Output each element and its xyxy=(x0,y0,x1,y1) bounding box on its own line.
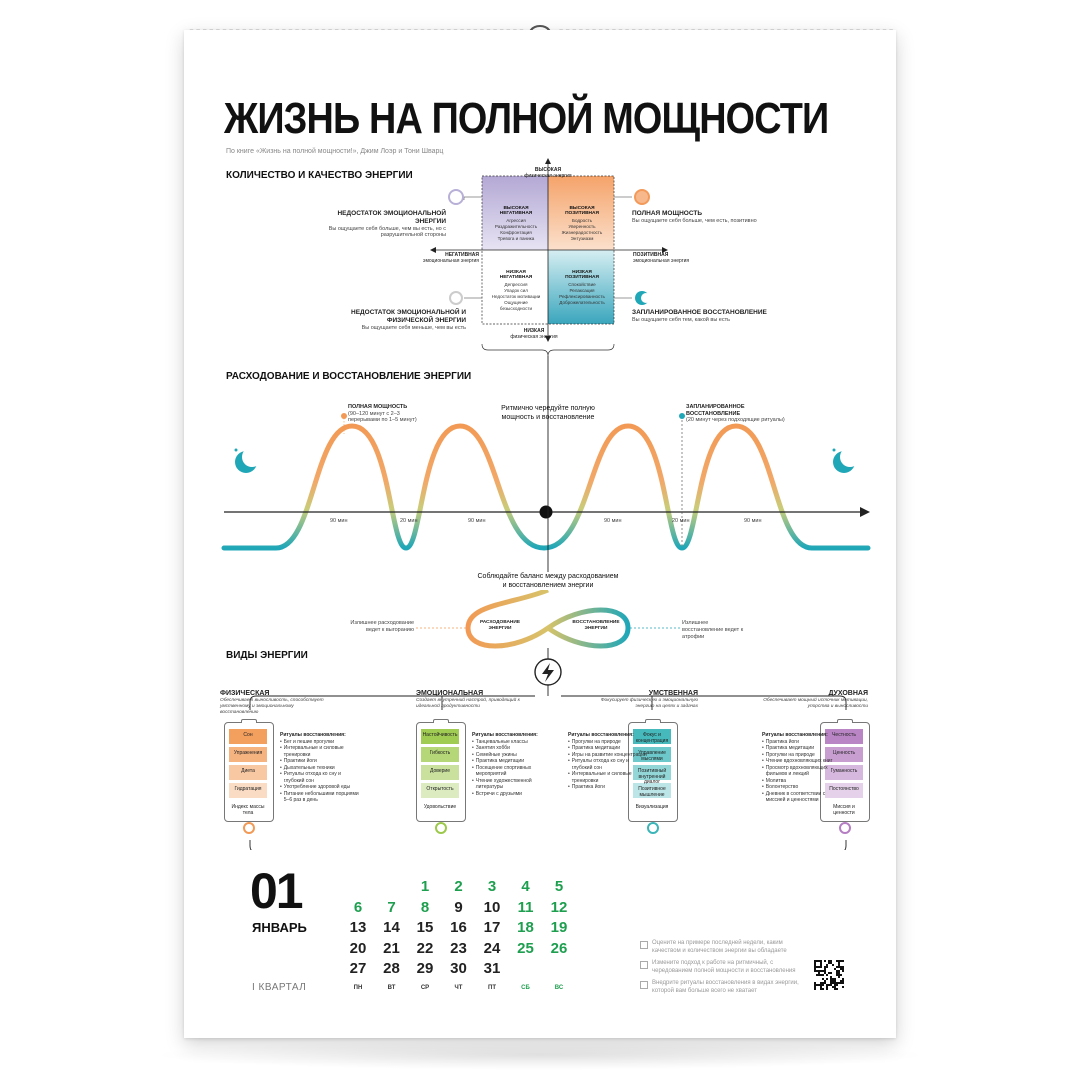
energy-type-1 xyxy=(416,690,524,710)
bullet-icon: • xyxy=(762,751,764,758)
task-item: Измените подход к работе на ритмичный, с чередованием полной мощности и восстановления xyxy=(640,960,810,975)
ritual-heading: Ритуалы восстановления: xyxy=(568,732,634,738)
interval-label: 90 мин xyxy=(330,518,348,524)
calendar-day[interactable]: 30 xyxy=(450,960,467,977)
calendar-day[interactable]: 8 xyxy=(420,898,430,916)
section-heading-spending-recovery: РАСХОДОВАНИЕ И ВОССТАНОВЛЕНИЕ ЭНЕРГИИ xyxy=(226,371,472,382)
bullet-icon: • xyxy=(762,745,764,751)
bullet-icon: • xyxy=(762,777,764,784)
bullet-icon: • xyxy=(472,751,474,758)
bullet-icon: • xyxy=(280,790,282,797)
ritual-item: • Бег и пешие прогулки xyxy=(280,738,335,745)
ritual-item: • Питание небольшими порциями 5–6 раз в день xyxy=(280,790,359,803)
energy-level-chip: Управление мыслями xyxy=(633,747,671,762)
calendar-day[interactable]: 16 xyxy=(450,919,467,936)
bullet-icon: • xyxy=(472,790,474,797)
task-list xyxy=(640,940,810,995)
energy-level-chip: Диета xyxy=(229,765,267,780)
quadrant-low-negative: НИЗКАЯ НЕГАТИВНАЯ Депрессия Упадок сил Недостаток мотивации Ощущение безысходности xyxy=(491,270,541,311)
ritual-heading: Ритуалы восстановления: xyxy=(280,732,346,738)
energy-type-0 xyxy=(220,690,328,716)
energy-level-chip: Позитивное мышление xyxy=(633,783,671,798)
energy-type-3 xyxy=(760,690,868,710)
ritual-list xyxy=(568,732,648,791)
checkbox-icon[interactable] xyxy=(640,981,648,989)
ritual-item: • Танцевальные классы xyxy=(472,738,528,745)
ritual-item: • Дневник в соответствии с миссией и ценностями xyxy=(762,790,826,803)
calendar-day[interactable]: 23 xyxy=(450,939,467,957)
bullet-icon: • xyxy=(762,790,764,797)
calendar-day[interactable]: 17 xyxy=(483,919,501,936)
bullet-icon: • xyxy=(472,777,474,784)
excess-recovery-note: Излишнее восстановление ведет к атрофии xyxy=(682,620,744,640)
page-subtitle: По книге «Жизнь на полной мощности!», Джим Лоэр и Тони Шварц xyxy=(226,148,444,155)
loop-label-spending: РАСХОДОВАНИЕ ЭНЕРГИИ xyxy=(479,620,521,631)
energy-level-chip: Открытость xyxy=(421,783,459,798)
ritual-item: • Интервальные и силовые тренировки xyxy=(280,745,344,758)
state-emotional-physical-deficit: НЕДОСТАТОК ЭМОЦИОНАЛЬНОЙ И ФИЗИЧЕСКОЙ ЭНЕРГИИ Вы ощущаете себя меньше, чем вы есть xyxy=(351,309,466,331)
state-indicator-icon-orange xyxy=(635,190,649,204)
energy-level-chip: Визуализация xyxy=(635,804,669,810)
axis-label-positive: ПОЗИТИВНАЯ эмоциональная энергия xyxy=(633,252,690,264)
ritual-item: • Чтение художественной литературы xyxy=(472,777,532,790)
bullet-icon: • xyxy=(472,745,474,751)
rhythm-text: Ритмично чередуйте полную мощность и восстановление xyxy=(501,405,595,422)
energy-level-chip: Доверие xyxy=(421,765,459,780)
calendar-day[interactable]: 29 xyxy=(416,960,434,977)
section-heading-energy-types: ВИДЫ ЭНЕРГИИ xyxy=(226,650,308,661)
calendar-day[interactable]: 11 xyxy=(517,898,534,916)
bullet-icon: • xyxy=(568,784,570,790)
bullet-icon: • xyxy=(472,758,474,764)
calendar-day[interactable]: 28 xyxy=(383,960,400,977)
ritual-item: • Интервальные и силовые тренировки xyxy=(568,771,632,784)
state-indicator-icon-gray xyxy=(450,292,462,304)
ritual-item: • Чтение вдохновляющих книг xyxy=(762,758,833,764)
bullet-icon: • xyxy=(280,764,282,771)
weekday-label: ВС xyxy=(554,985,564,991)
weekday-label: ЧТ xyxy=(454,985,463,991)
energy-level-chip: Настойчивость xyxy=(421,729,459,744)
calendar-day[interactable]: 20 xyxy=(349,939,367,957)
energy-level-chip: Сон xyxy=(229,729,267,744)
ritual-item: • Практика йоги xyxy=(568,784,605,790)
bullet-icon: • xyxy=(568,771,570,777)
calendar-day[interactable]: 31 xyxy=(483,960,501,977)
calendar-day[interactable]: 1 xyxy=(420,878,430,895)
ritual-item: • Семейные ужины xyxy=(472,751,517,758)
energy-battery xyxy=(416,722,466,822)
calendar-day[interactable]: 15 xyxy=(416,919,434,936)
moon-icon-left xyxy=(235,447,263,473)
weekday-label: ПН xyxy=(353,985,363,991)
bullet-icon: • xyxy=(762,758,764,764)
calendar-day[interactable]: 9 xyxy=(454,898,463,916)
calendar-day[interactable]: 5 xyxy=(554,878,564,895)
energy-type-desc: Создает внутренний настрой, приводящий к идеальной продуктивности xyxy=(416,698,520,710)
bullet-icon: • xyxy=(568,745,570,751)
bullet-icon: • xyxy=(280,784,282,790)
ritual-item: • Встречи с друзьями xyxy=(472,790,522,797)
bullet-icon: • xyxy=(280,745,282,751)
ritual-item: • Волонтерство xyxy=(762,784,799,790)
moon-icon-right xyxy=(833,447,861,473)
ritual-item: • Прогулки на природе xyxy=(568,738,621,745)
calendar-day[interactable]: 6 xyxy=(353,898,363,916)
recycle-icon xyxy=(435,822,447,834)
interval-label: 90 мин xyxy=(744,518,762,524)
ritual-heading: Ритуалы восстановления: xyxy=(472,732,538,738)
quarter-label: I КВАРТАЛ xyxy=(252,982,307,993)
calendar-day[interactable]: 22 xyxy=(416,939,434,957)
energy-level-chip: Гибкость xyxy=(421,747,459,762)
checkbox-icon[interactable] xyxy=(640,941,648,949)
section-heading-energy-quality: КОЛИЧЕСТВО И КАЧЕСТВО ЭНЕРГИИ xyxy=(226,170,413,181)
bullet-icon: • xyxy=(280,758,282,764)
energy-level-chip: Фокус и концентрация xyxy=(633,729,671,744)
calendar-day[interactable]: 18 xyxy=(517,919,534,936)
energy-type-desc: Фокусирует физическую и эмоциональную энергию на целях и задачах xyxy=(600,698,698,710)
energy-level-chip: Позитивный внутренний диалог xyxy=(633,765,671,780)
weekday-label: ПТ xyxy=(488,985,496,991)
calendar-day[interactable]: 7 xyxy=(387,898,396,916)
calendar-day[interactable]: 13 xyxy=(349,919,367,936)
qr-code-icon[interactable] xyxy=(814,960,844,990)
ritual-item: • Практика медитации xyxy=(762,745,814,751)
axis-label-low: НИЗКАЯ физическая энергия xyxy=(510,328,558,340)
excess-spending-note: Излишнее расходование ведет к выгоранию xyxy=(350,620,414,633)
infinity-loop xyxy=(468,590,628,646)
interval-label: 20 мин xyxy=(400,518,418,524)
energy-level-chip: Удовольствие xyxy=(423,804,457,810)
ritual-item: • Прогулки на природе xyxy=(762,751,815,758)
bullet-icon: • xyxy=(568,738,570,745)
state-emotional-deficit: НЕДОСТАТОК ЭМОЦИОНАЛЬНОЙ ЭНЕРГИИ Вы ощущаете себя больше, чем вы есть, но с разрушительной стороны xyxy=(328,210,446,239)
recycle-icon xyxy=(647,822,659,834)
quadrant-low-positive: НИЗКАЯ ПОЗИТИВНАЯ Спокойствие Релаксация Рефлексированность Доброжелательность xyxy=(559,270,605,305)
calendar-day[interactable]: 24 xyxy=(483,939,501,957)
ritual-item: • Посещение спортивных мероприятий xyxy=(472,764,532,777)
interval-label: 20 мин xyxy=(672,518,690,524)
energy-type-2 xyxy=(590,690,698,710)
loop-label-recovery: ВОССТАНОВЛЕНИЕ ЭНЕРГИИ xyxy=(572,620,620,631)
calendar-day[interactable]: 3 xyxy=(487,878,497,895)
weekday-label: СР xyxy=(420,985,430,991)
ritual-list xyxy=(280,732,360,804)
energy-type-name: ФИЗИЧЕСКАЯ xyxy=(220,690,270,697)
ritual-item: • Практика йоги xyxy=(762,738,799,745)
page-title: ЖИЗНЬ НА ПОЛНОЙ МОЩНОСТИ xyxy=(224,94,829,143)
bullet-icon: • xyxy=(472,738,474,745)
recycle-icon xyxy=(839,822,851,834)
bullet-icon: • xyxy=(280,771,282,777)
energy-type-name: ДУХОВНАЯ xyxy=(828,690,868,697)
calendar-day[interactable]: 14 xyxy=(383,919,400,936)
ritual-item: • Дыхательные техники xyxy=(280,764,335,771)
energy-level-chip: Ценность xyxy=(825,747,863,762)
ritual-item: • Ритуалы отхода ко сну и глубокий сон xyxy=(568,758,629,771)
ritual-heading: Ритуалы восстановления: xyxy=(762,732,828,738)
calendar-day[interactable]: 26 xyxy=(550,939,568,957)
energy-level-chip: Индекс массы тела xyxy=(231,804,265,816)
ritual-item: • Практика медитации xyxy=(568,745,620,751)
bullet-icon: • xyxy=(762,784,764,790)
axis-label-negative: НЕГАТИВНАЯ эмоциональная энергия xyxy=(422,252,479,264)
energy-type-name: ЭМОЦИОНАЛЬНАЯ xyxy=(416,690,484,697)
energy-level-chip: Миссия и ценности xyxy=(833,804,855,816)
energy-wave-chart xyxy=(184,390,896,690)
calendar-day[interactable]: 12 xyxy=(550,898,568,916)
calendar-day[interactable]: 21 xyxy=(383,939,400,957)
balance-text: Соблюдайте баланс между расходованием и восстановлением энергии xyxy=(477,573,619,590)
task-item: Внедрите ритуалы восстановления в видах энергии, которой вам больше всего не хватает xyxy=(640,980,810,995)
bullet-icon: • xyxy=(568,758,570,764)
weekday-label: СБ xyxy=(521,985,530,991)
ritual-item: • Молитва xyxy=(762,777,787,784)
calendar-day[interactable]: 25 xyxy=(517,939,534,957)
energy-battery xyxy=(224,722,274,822)
state-indicator-icon-purple xyxy=(449,190,463,204)
task-item: Оцените на примере последней недели, каким качеством и количеством энергии вы обладаете xyxy=(640,940,810,955)
bullet-icon: • xyxy=(762,764,764,771)
ritual-item: • Употребление здоровой еды xyxy=(280,784,351,790)
ritual-item: • Практики йоги xyxy=(280,758,317,764)
energy-level-chip: Упражнения xyxy=(229,747,267,762)
axis-label-high: ВЫСОКАЯ физическая энергия xyxy=(524,167,572,179)
energy-level-chip: Постоянство xyxy=(825,783,863,798)
wall-shadow xyxy=(150,1040,930,1070)
month-name: ЯНВАРЬ xyxy=(252,920,307,935)
weekday-label: ВТ xyxy=(387,985,396,991)
calendar-day[interactable]: 4 xyxy=(521,878,530,895)
interval-label: 90 мин xyxy=(468,518,486,524)
calendar-day[interactable]: 10 xyxy=(483,898,501,916)
energy-level-chip: Гидратация xyxy=(229,783,267,798)
planned-recovery-note: ЗАПЛАНИРОВАННОЕ ВОССТАНОВЛЕНИЕ (20 минут через подходящие ритуалы) xyxy=(686,404,785,424)
calendar-day[interactable]: 2 xyxy=(454,878,463,895)
ritual-item: • Практика медитации xyxy=(472,758,524,764)
calendar-page xyxy=(184,30,896,1038)
energy-type-name: УМСТВЕННАЯ xyxy=(648,690,698,697)
checkbox-icon[interactable] xyxy=(640,961,648,969)
ritual-item: • Игры на развитие концентрации xyxy=(568,751,647,758)
calendar-day[interactable]: 19 xyxy=(550,919,568,936)
peak-full-power: ПОЛНАЯ МОЩНОСТЬ (90–120 минут с 2–3 перерывами по 1–5 минут) xyxy=(348,404,417,424)
state-planned-recovery: ЗАПЛАНИРОВАННОЕ ВОССТАНОВЛЕНИЕ Вы ощущаете себя тем, какой вы есть xyxy=(632,309,767,323)
quadrant-high-negative: ВЫСОКАЯ НЕГАТИВНАЯ Агрессия Раздражительность Конфронтация Тревога и паника xyxy=(494,206,538,241)
energy-type-desc: Обеспечивает мощный источник мотивации, упорства и выносливости xyxy=(763,698,868,710)
state-full-power: ПОЛНАЯ МОЩНОСТЬ Вы ощущаете себя больше, чем есть, позитивно xyxy=(632,210,757,224)
bullet-icon: • xyxy=(472,764,474,771)
energy-type-desc: Обеспечивает выносливость, способствует умственному и эмоциональному восстановлению xyxy=(220,698,324,716)
ritual-item: • Ритуалы отхода ко сну и глубокий сон xyxy=(280,771,341,784)
interval-label: 90 мин xyxy=(604,518,622,524)
energy-level-chip: Гуманность xyxy=(825,765,863,780)
ritual-list xyxy=(472,732,552,797)
energy-level-chip: Честность xyxy=(825,729,863,744)
calendar-day[interactable]: 27 xyxy=(349,960,367,977)
ritual-item: • Занятия хобби xyxy=(472,745,510,751)
bullet-icon: • xyxy=(568,751,570,758)
month-number: 01 xyxy=(250,863,302,919)
recycle-icon xyxy=(243,822,255,834)
bullet-icon: • xyxy=(762,738,764,745)
ritual-list xyxy=(762,732,842,804)
quadrant-high-positive: ВЫСОКАЯ ПОЗИТИВНАЯ Бодрость Уверенность Жизнерадостность Энтузиазм xyxy=(561,206,603,241)
energy-wave xyxy=(224,426,868,548)
bullet-icon: • xyxy=(280,738,282,745)
ritual-item: • Просмотр вдохновляющих фильмов и лекций xyxy=(762,764,828,777)
